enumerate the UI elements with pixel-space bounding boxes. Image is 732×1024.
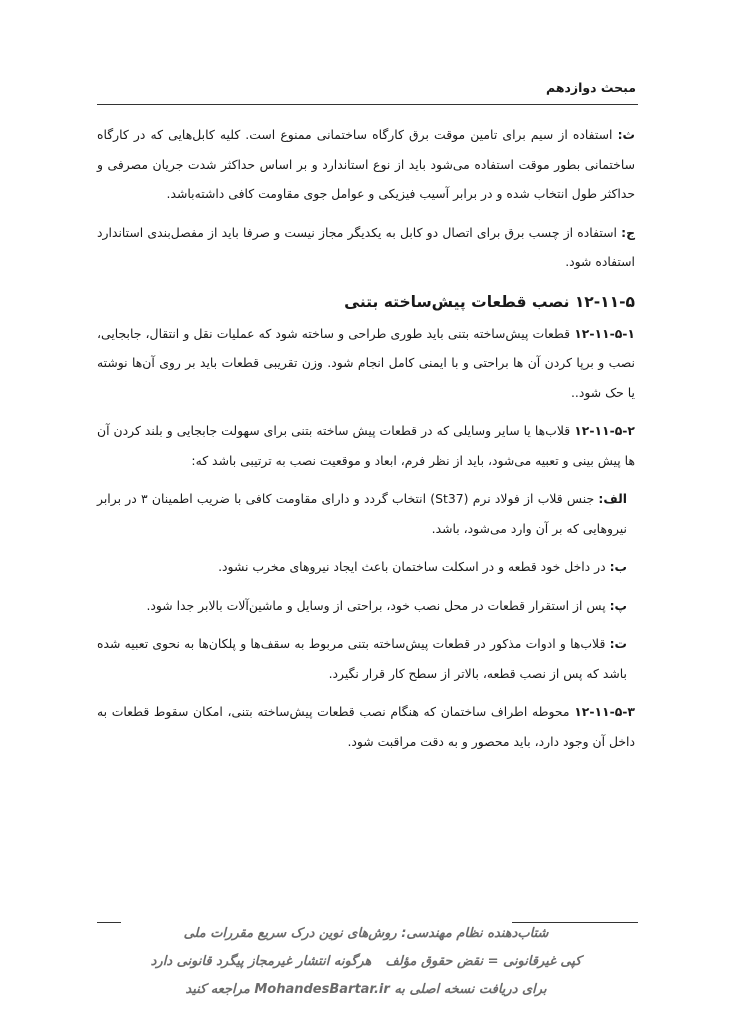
clause-number: ۱۲-۱۱-۵-۱ xyxy=(574,325,635,341)
footer-line-3 xyxy=(96,976,636,1004)
paragraph-text: استفاده از سیم برای تامین موقت برق کارگاه ساختمانی ممنوع است. کلیه کابل‌هایی که در کارگاه ساختمانی بطور موقت استفاده می‌شود باید از نوع استاندارد و بر اساس حداکثر شدت جریان مصرفی و حداکثر طول انتخاب شده و در برابر آسیب فیزیکی و عوامل جوی مقاومت کافی داشته‌باشد. xyxy=(97,127,635,201)
clause-text: قلاب‌ها یا سایر وسایلی که در قطعات پیش ساخته بتنی برای سهولت جابجایی و بلند کردن آن ها پیش بینی و تعبیه می‌شود، باید از نظر فرم، ابعاد و موقعیت نصب به ترتیبی باشد که: xyxy=(97,423,635,468)
subclause-label: پ: xyxy=(609,597,627,613)
clause-number: ۱۲-۱۱-۵-۳ xyxy=(574,704,635,719)
source-suffix: مراجعه کنید xyxy=(185,982,250,997)
clause-2 xyxy=(97,416,635,475)
paragraph-label: ث: xyxy=(617,127,635,142)
subclause-be xyxy=(97,552,635,582)
subclause-text: قلاب‌ها و ادوات مذکور در قطعات پیش‌ساخته بتنی مربوط به سقف‌ها و پلکان‌ها به نحوی تعبیه شده باشد که پس از نصب قطعه، بالاتر از سطح کار قرار نگیرد. xyxy=(97,636,627,681)
clause-number: ۱۲-۱۱-۵-۲ xyxy=(574,423,635,438)
subclause-text: در داخل خود قطعه و در اسکلت ساختمان باعث ایجاد نیروهای مخرب نشود. xyxy=(218,559,610,574)
clause-3 xyxy=(97,697,635,756)
subclause-pe xyxy=(97,591,635,621)
subclause-text: پس از استقرار قطعات در محل نصب خود، براحتی از وسایل و ماشین‌آلات بالابر جدا شود. xyxy=(146,597,610,613)
footer-line-1: شتاب‌دهنده نظام مهندسی: روش‌های نوین درک سریع مقررات ملی xyxy=(183,926,549,941)
paragraph-j xyxy=(97,218,635,277)
website-link[interactable]: MohandesBartar.ir xyxy=(254,982,390,997)
clause-1 xyxy=(97,319,635,408)
section-heading: ۱۲-۱۱-۵ نصب قطعات پیش‌ساخته بتنی xyxy=(344,292,635,311)
clause-text: محوطه اطراف ساختمان که هنگام نصب قطعات پیش‌ساخته بتنی، امکان سقوط قطعات به داخل آن وجود دارد، باید محصور و به دقت مراقبت شود. xyxy=(97,704,635,749)
footer-line-2 xyxy=(96,948,636,976)
header-divider xyxy=(97,104,638,105)
copyright-notice: کپی غیرقانونی = نقض حقوق مؤلف xyxy=(385,954,582,969)
subclause-te xyxy=(97,629,635,688)
subclause-text: جنس قلاب از فولاد نرم (St37) انتخاب گردد و دارای مقاومت کافی با ضریب اطمینان ۳ در برابر نیروهایی که بر آن وارد می‌شود، باشد. xyxy=(97,491,627,536)
page-body xyxy=(97,120,635,765)
running-header: مبحث دوازدهم xyxy=(546,80,636,95)
paragraph-label: ج: xyxy=(621,224,635,240)
subclause-label: ب: xyxy=(609,559,627,574)
paragraph-text: استفاده از چسب برق برای اتصال دو کابل به یکدیگر مجاز نیست و صرفا باید از مفصل‌بندی استاندارد استفاده شود. xyxy=(97,224,635,269)
subclause-label: ت: xyxy=(609,636,627,651)
subclause-label: الف: xyxy=(598,491,627,506)
watermark-footer xyxy=(96,920,636,1004)
legal-notice: هرگونه انتشار غیرمجاز پیگرد قانونی دارد xyxy=(150,954,372,969)
source-prefix: برای دریافت نسخه اصلی به xyxy=(394,982,547,997)
subclause-alef xyxy=(97,484,635,543)
paragraph-th xyxy=(97,120,635,209)
clause-text: قطعات پیش‌ساخته بتنی باید طوری طراحی و ساخته شود که عملیات نقل و انتقال، جابجایی، نصب و برپا کردن آن ها براحتی و با ایمنی کامل انجام شود. وزن تقریبی قطعات باید بر روی آن‌ها نوشته یا حک شود.. xyxy=(97,325,635,400)
